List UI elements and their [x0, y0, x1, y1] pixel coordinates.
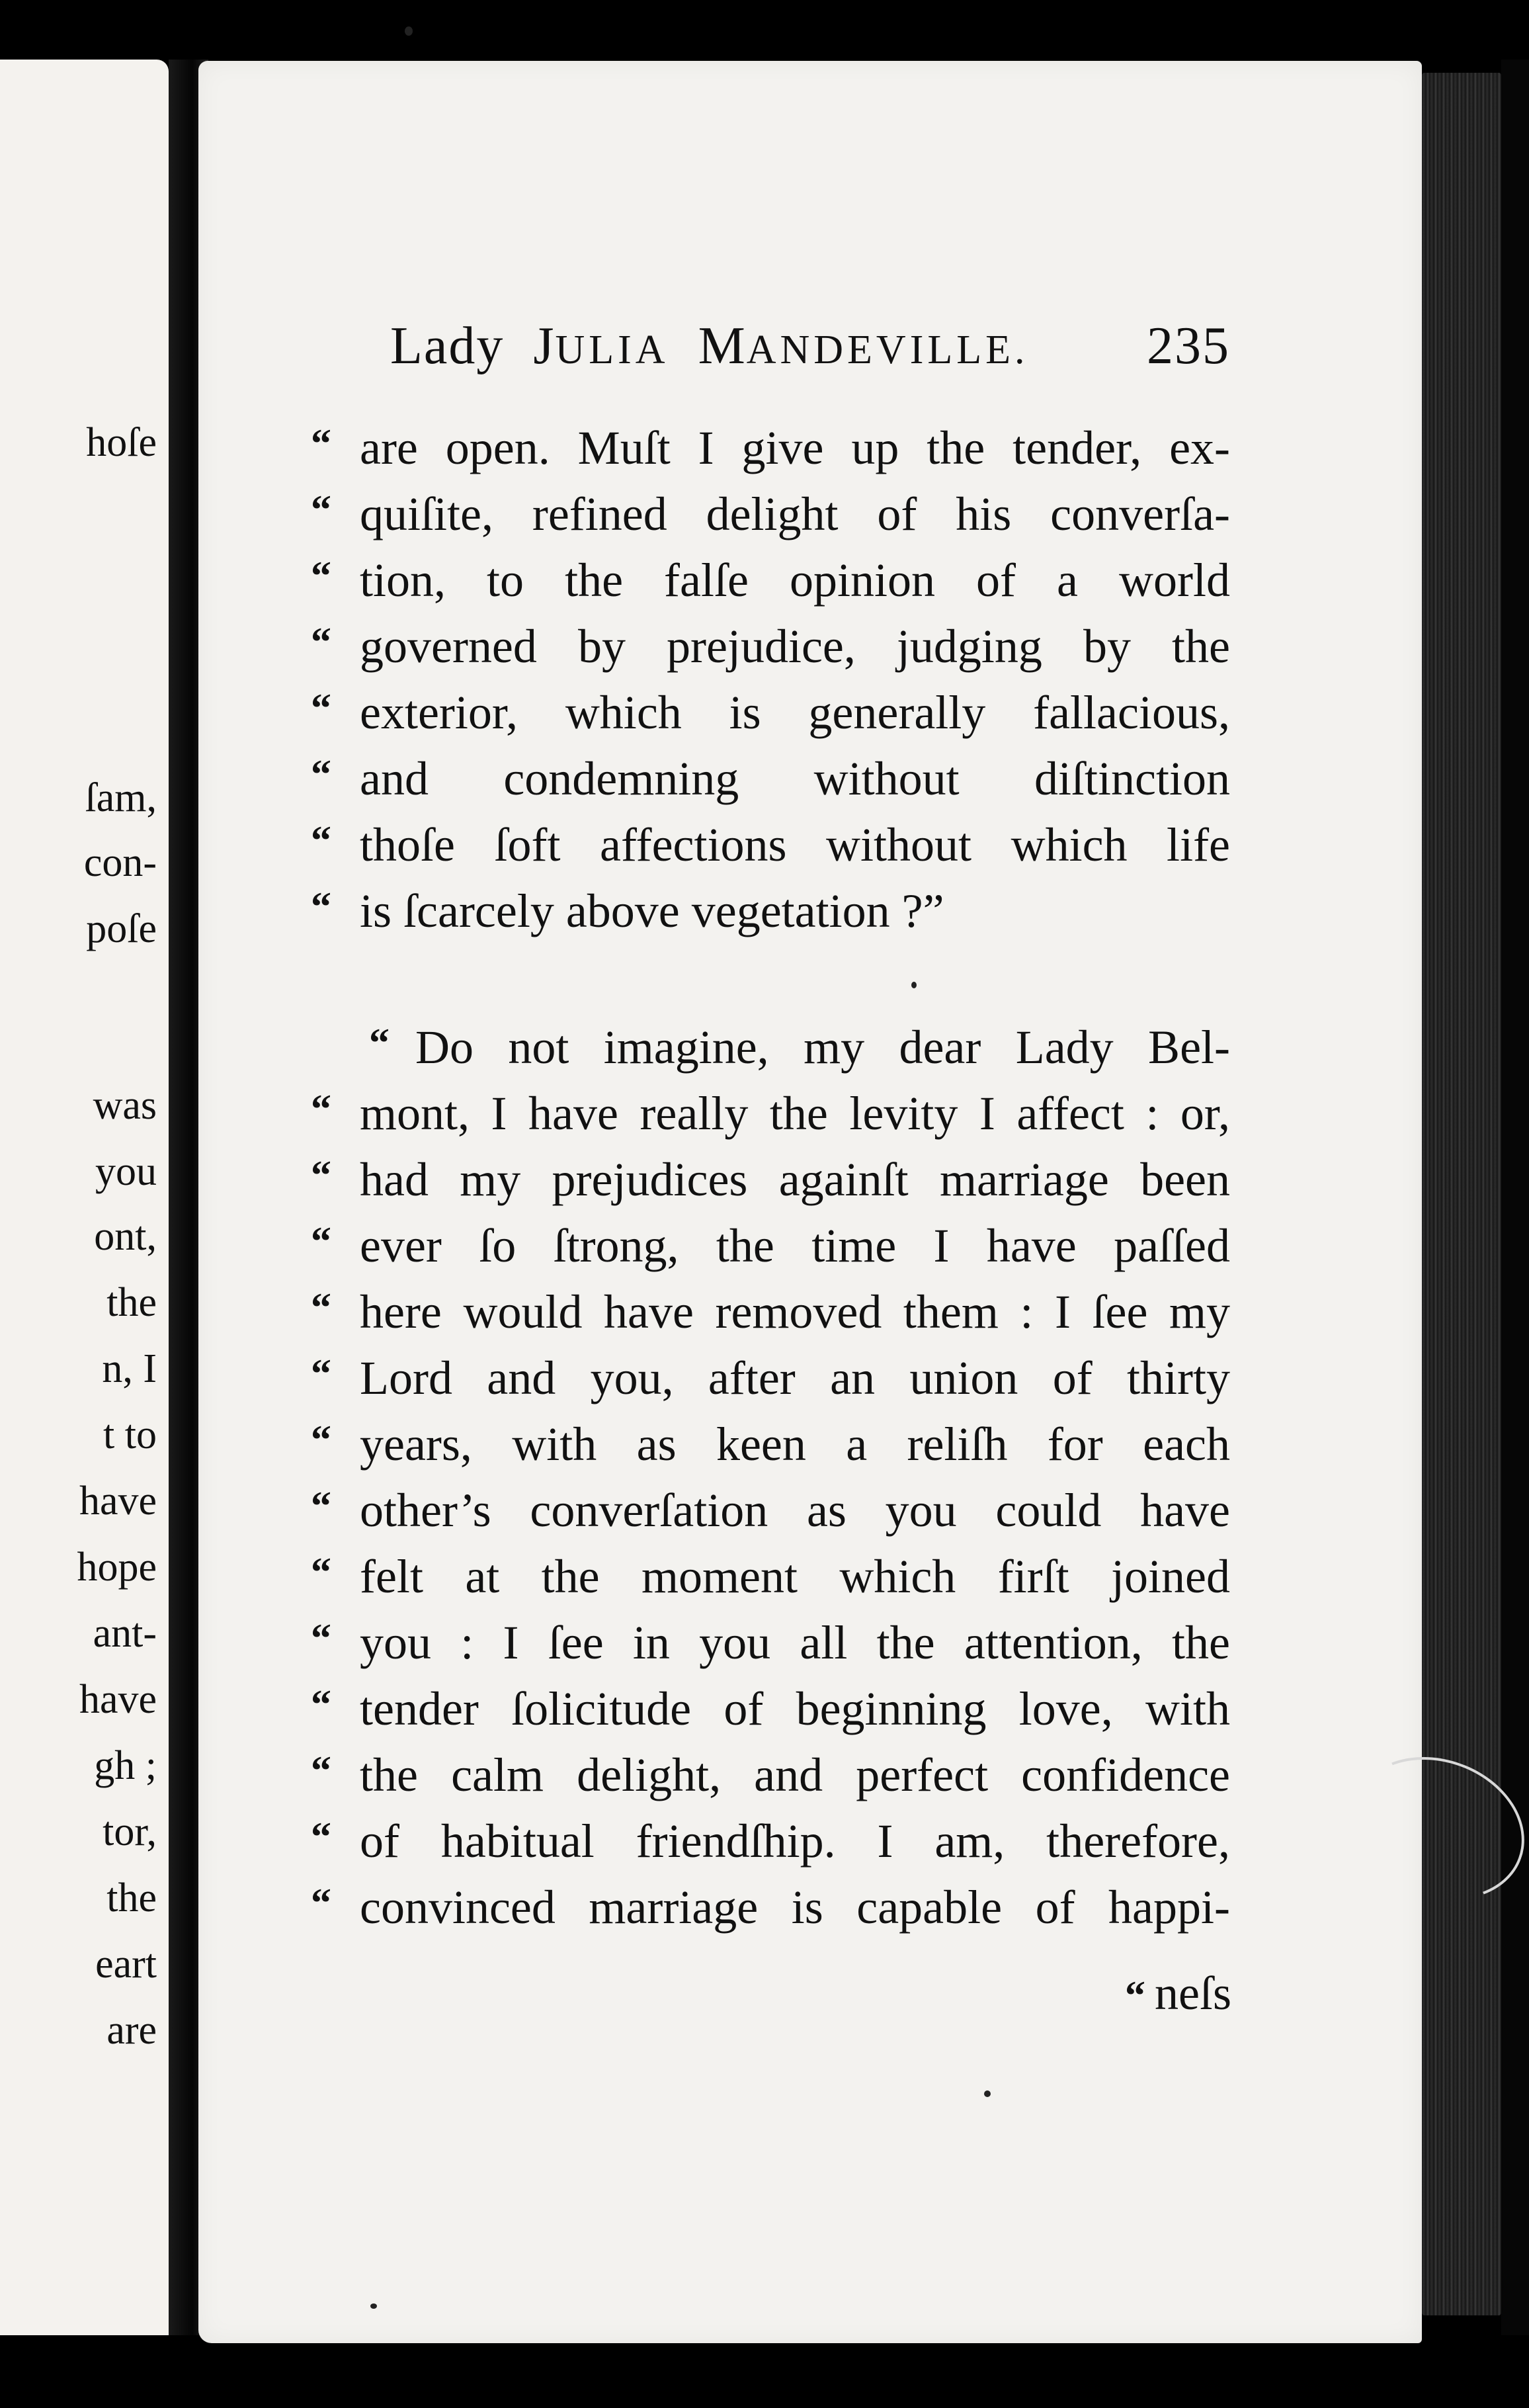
quote-mark: “	[311, 554, 331, 599]
quote-mark: “	[311, 1484, 331, 1529]
running-title-lady: Lady	[390, 317, 505, 375]
line-text: felt at the moment which firſt joined	[360, 1550, 1230, 1603]
left-page-line: was	[93, 1083, 157, 1128]
text-line	[311, 1017, 1230, 1077]
quote-mark: “	[311, 1285, 331, 1330]
quote-mark: “	[311, 1550, 331, 1595]
left-page-line: have	[79, 1479, 157, 1524]
page-stack-edge	[1422, 73, 1501, 2315]
catchword-quote: “	[1125, 1973, 1146, 2018]
quote-mark: “	[311, 752, 331, 797]
quote-mark: “	[311, 1881, 331, 1926]
line-text: here would have removed them : I ſee my	[360, 1285, 1230, 1338]
quote-mark: “	[311, 1748, 331, 1793]
previous-page-fragment	[0, 60, 169, 2335]
left-page-line: ſam,	[85, 775, 157, 820]
text-line	[311, 1282, 1230, 1342]
text-line	[311, 1679, 1230, 1739]
quote-mark: “	[369, 1021, 390, 1066]
text-line	[311, 1547, 1230, 1606]
text-line	[311, 749, 1230, 808]
left-page-line: poſe	[86, 906, 157, 951]
text-line	[311, 881, 1230, 941]
text-line	[311, 1150, 1230, 1209]
text-line	[311, 617, 1230, 676]
running-title-j: J	[533, 317, 556, 375]
catchword	[1125, 1963, 1231, 2026]
quote-mark: “	[311, 686, 331, 731]
line-text: quiſite, refined delight of his converſa-	[360, 488, 1230, 540]
text-line	[311, 418, 1230, 478]
line-text: of habitual friendſhip. I am, therefore,	[360, 1815, 1230, 1868]
book-cover-edge	[1501, 60, 1529, 2335]
line-text: Lord and you, after an union of thirty	[360, 1352, 1230, 1404]
quote-mark: “	[311, 421, 331, 466]
left-page-line: the	[106, 1280, 157, 1325]
line-text: and condemning without diſtinction	[360, 752, 1230, 805]
scan-speck	[370, 2303, 377, 2309]
text-line	[311, 1216, 1230, 1275]
quote-mark: “	[311, 620, 331, 665]
line-text: governed by prejudice, judging by the	[360, 620, 1230, 673]
running-title	[390, 316, 1028, 380]
scan-speck	[984, 2090, 991, 2097]
line-text: the calm delight, and perfect confidence	[360, 1748, 1230, 1801]
quote-mark: “	[311, 1682, 331, 1727]
text-line	[311, 1414, 1230, 1474]
left-page-line: ant-	[93, 1611, 157, 1656]
line-text: convinced marriage is capable of happi-	[360, 1881, 1230, 1934]
left-page-line: eart	[95, 1942, 157, 1987]
left-page-line: the	[106, 1875, 157, 1920]
left-page-line: ont,	[94, 1214, 157, 1259]
line-text: is ſcarcely above vegetation ?”	[360, 884, 944, 937]
line-text: ever ſo ſtrong, the time I have paſſed	[360, 1219, 1230, 1272]
running-head	[390, 316, 1230, 380]
line-text: tion, to the falſe opinion of a world	[360, 554, 1230, 607]
quote-mark: “	[311, 1616, 331, 1661]
catchword-text: neſs	[1155, 1967, 1231, 2020]
quote-mark: “	[311, 1418, 331, 1463]
quote-mark: “	[311, 488, 331, 533]
left-page-line: n, I	[102, 1346, 157, 1391]
text-line	[311, 1084, 1230, 1143]
quote-mark: “	[311, 1087, 331, 1132]
page-number: 235	[1147, 317, 1230, 375]
left-page-line: are	[106, 2008, 157, 2053]
left-page-line: t to	[103, 1412, 157, 1457]
text-line	[311, 1348, 1230, 1408]
line-text: Do not imagine, my dear Lady Bel-	[415, 1021, 1230, 1074]
quote-mark: “	[311, 884, 331, 929]
line-text: thoſe ſoft affections without which life	[360, 818, 1230, 871]
left-page-line: con-	[83, 840, 157, 885]
line-text: exterior, which is generally fallacious,	[360, 686, 1230, 739]
left-page-line: you	[95, 1149, 157, 1194]
quote-mark: “	[311, 1352, 331, 1397]
text-line	[311, 484, 1230, 544]
line-text: tender ſolicitude of beginning love, with	[360, 1682, 1230, 1735]
scan-speck	[405, 26, 413, 36]
text-line	[311, 1745, 1230, 1805]
line-text: mont, I have really the levity I affect : or,	[360, 1087, 1230, 1140]
left-page-line: hoſe	[86, 420, 157, 465]
line-text: other’s converſation as you could have	[360, 1484, 1230, 1537]
text-line	[311, 815, 1230, 875]
text-line	[311, 1613, 1230, 1672]
line-text: had my prejudices againſt marriage been	[360, 1153, 1230, 1206]
scan-speck	[911, 982, 917, 988]
text-line	[311, 1811, 1230, 1871]
quote-mark: “	[311, 1219, 331, 1264]
running-title-andeville: ANDEVILLE.	[746, 327, 1029, 372]
text-line	[311, 1481, 1230, 1540]
left-page-line: gh ;	[94, 1743, 157, 1788]
running-title-m: M	[698, 317, 747, 375]
text-line	[311, 1877, 1230, 1937]
left-page-line: tor,	[103, 1809, 157, 1854]
line-text: years, with as keen a reliſh for each	[360, 1418, 1230, 1471]
quote-mark: “	[311, 1815, 331, 1860]
left-page-line: hope	[77, 1545, 157, 1590]
line-text: are open. Muſt I give up the tender, ex-	[360, 421, 1230, 474]
quote-mark: “	[311, 818, 331, 863]
left-page-line: have	[79, 1677, 157, 1722]
quote-mark: “	[311, 1153, 331, 1198]
running-title-ulia: ULIA	[555, 327, 669, 372]
text-line	[311, 683, 1230, 742]
text-line	[311, 550, 1230, 610]
line-text: you : I ſee in you all the attention, the	[360, 1616, 1230, 1669]
